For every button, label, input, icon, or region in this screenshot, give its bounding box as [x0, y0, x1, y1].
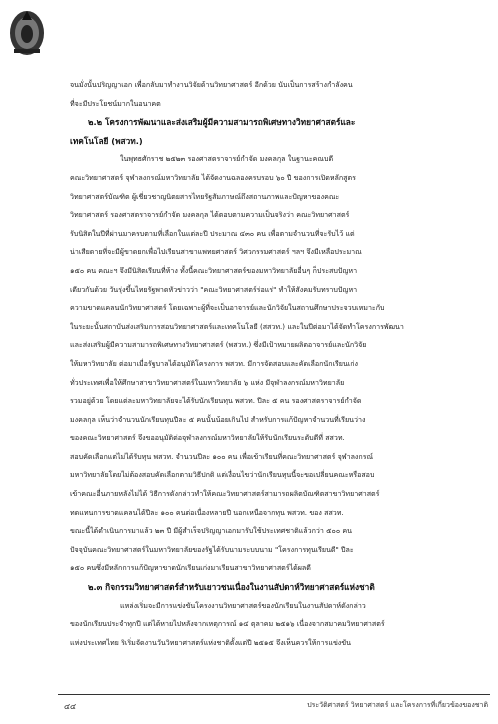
- section-heading-line: ๒.๓ กิจกรรมวิทยาศาสตร์สำหรับเยาวชนเนื่องในงานสัปดาห์วิทยาศาสตร์แห่งชาติ: [88, 582, 375, 593]
- paragraph-line: ของคณะวิทยาศาสตร์ จึงขออนุมัติต่อจุฬาลงกรณ์มหาวิทยาลัยให้รับนักเรียนระดับดีที่ สสวท.: [70, 433, 345, 443]
- paragraph-line: รวมอยู่ด้วย โดยแต่ละมหาวิทยาลัยจะได้รับนักเรียนทุน พสวท. ปีละ ๕ คน รองศาสตราจารย์กำจัด: [70, 396, 362, 406]
- paragraph-line: สอบคัดเลือกแต่ไม่ได้รับทุน พสวท. จำนวนปีละ ๑๐๐ คน เพื่อเข้าเรียนที่คณะวิทยาศาสตร์ จุฬาลงกรณ์: [70, 451, 374, 461]
- section-heading-line: เทคโนโลยี (พสวท.): [70, 135, 143, 146]
- page-footer: [58, 694, 490, 711]
- university-seal-icon: [6, 6, 48, 58]
- paragraph-line: แห่งประเทศไทย ริเริ่มจัดงานวันวิทยาศาสตร์แห่งชาติตั้งแต่ปี ๒๕๑๕ จึงเห็นควรให้การแข่งขัน: [70, 637, 351, 647]
- section-heading-line: ๒.๒ โครงการพัฒนาและส่งเสริมผู้มีความสามารถพิเศษทางวิทยาศาสตร์และ: [88, 117, 356, 128]
- paragraph-line: ขณะนี้ได้ดำเนินการมาแล้ว ๒๓ ปี มีผู้สำเร็จปริญญาเอกมารับใช้ประเทศชาติแล้วกว่า ๕๐๐ คน: [70, 526, 353, 536]
- paragraph-line: ทั่วประเทศเพื่อให้ศึกษาสาขาวิทยาศาสตร์ในมหาวิทยาลัย ๖ แห่ง มีจุฬาลงกรณ์มหาวิทยาลัย: [70, 377, 345, 387]
- paragraph-line: ปัจจุบันคณะวิทยาศาสตร์ในมหาวิทยาลัยของรัฐได้รับนามระบบนาม "โครงการทุนเรียนดี" ปีละ: [70, 544, 354, 554]
- body-text: [58, 76, 490, 652]
- paragraph-line: คณะวิทยาศาสตร์ จุฬาลงกรณ์มหาวิทยาลัย ได้จัดงานฉลองครบรอบ ๖๐ ปี ของการเปิดหลักสูตร: [70, 172, 356, 182]
- paragraph-line: มงคลกุล เห็นว่าจำนวนนักเรียนทุนปีละ ๕ คนนั้นน้อยเกินไป สำหรับการแก้ปัญหาจำนวนที่เรียนว่าง: [70, 414, 366, 424]
- paragraph-line: ความขาดแคลนนักวิทยาศาสตร์ โดยเฉพาะผู้ที่จะเป็นอาจารย์และนักวิจัยในสถานศึกษาประจวบเหมาะกับ: [70, 303, 385, 313]
- paragraph-line: แหล่งเริ่มจะมีการแข่งขันโครงงานวิทยาศาสตร์ของนักเรียนในงานสัปดาห์ดังกล่าว: [120, 600, 366, 610]
- paragraph-line: เดียวกันด้วย วันรุ่งขึ้นไทยรัฐพาดหัวข่าวว่า "คณะวิทยาศาสตร์ร่อแร่" ทำให้สังคมรับทราบปัญหา: [70, 284, 358, 294]
- paragraph-line: น่าเสียดายที่จะมีผู้ขาดยกเพื่อไปเรียนสาขาแพทยศาสตร์ วิศวกรรมศาสตร์ ฯลฯ จึงมีเหลือประมาณ: [70, 247, 362, 257]
- paragraph-line: วิทยาศาสตร์บัณฑิต ผู้เชี่ยวชาญนิตยสารไทยรัฐสัมภาษณ์ถึงสถานภาพและปัญหาของคณะ: [70, 191, 340, 201]
- paragraph-line: ให้มหาวิทยาลัย ต่อมาเมื่อรัฐบาลได้อนุมัติโครงการ พสวท. มีการจัดสอบและคัดเลือกนักเรียนเก่ง: [70, 358, 358, 368]
- paragraph-line: วิทยาศาสตร์ รองศาสตราจารย์กำจัด มงคลกุล ได้ตอบตามความเป็นจริงว่า คณะวิทยาศาสตร์: [70, 210, 350, 220]
- paragraph-line: และส่งเสริมผู้มีความสามารถพิเศษทางวิทยาศาสตร์ (พสวท.) ซึ่งมีเป้าหมายผลิตอาจารย์และนักวิจัย: [70, 340, 367, 350]
- paragraph-line: ๑๕๐ คน คณะฯ จึงมีนิสิตเรียนที่ห้าง ทั้งนี้คณะวิทยาศาสตร์ของมหาวิทยาลัยอื่นๆ ก็ประสบปัญหา: [70, 265, 358, 275]
- paragraph-line: ของนักเรียนประจำทุกปี แต่ได้หายไปหลังจากเหตุการณ์ ๑๔ ตุลาคม ๒๕๑๖ เนื่องจากสมาคมวิทยาศาสตร์: [70, 619, 385, 629]
- page-number: ๔๔: [64, 702, 77, 711]
- paragraph-line: ที่จะมีประโยชน์มากในอนาคต: [70, 98, 161, 108]
- footer-title: ประวัติศาสตร์ วิทยาศาสตร์ และโครงการที่เกี่ยวข้องของชาติ: [307, 701, 488, 709]
- paragraph-line: จนมั่งนั้นปริญญาเอก เพื่อกลับมาทำงานวิจัยด้านวิทยาศาสตร์ อีกด้วย นับเป็นการสร้างกำลังคน: [70, 80, 353, 89]
- paragraph-line: ๑๕๐ คนซึ่งมีหลักการแก้ปัญหาขาดนักเรียนเก่งมาเรียนสาขาวิทยาศาสตร์ได้ผลดี: [70, 563, 311, 573]
- paragraph-line: ในพุทธศักราช ๒๕๒๓ รองศาสตราจารย์กำจัด มงคลกุล ในฐานะคณบดี: [120, 154, 334, 164]
- paragraph-line: ในระยะนั้นสถาบันส่งเสริมการสอนวิทยาศาสตร์และเทคโนโลยี (สสวท.) และในปีต่อมาได้จัดทำโครงการพัฒนา: [70, 321, 404, 331]
- paragraph-line: มหาวิทยาลัยโดยไม่ต้องสอบคัดเลือกตามวิธีปกติ แต่เงื่อนไขว่านักเรียนทุนนี้จะขอเปลี่ยนคณะหรือสอบ: [70, 470, 375, 480]
- paragraph-line: ทดแทนการขาดแคลนได้ปีละ ๑๐๐ คนต่อเนื่องหลายปี นอกเหนือจากทุน พสวท. ของ สสวท.: [70, 507, 344, 517]
- paragraph-line: เข้าคณะอื่นภายหลังไม่ได้ วิธีการดังกล่าวทำให้คณะวิทยาศาสตร์สามารถผลิตบัณฑิตสาขาวิทยาศาสตร์: [70, 489, 380, 499]
- paragraph-line: รับนิสิตในปีที่ผ่านมาครบตามที่เลือกในแต่ละปี ประมาณ ๔๓๐ คน เพื่อตามจำนวนที่จะรับไว้ แต่: [70, 228, 355, 238]
